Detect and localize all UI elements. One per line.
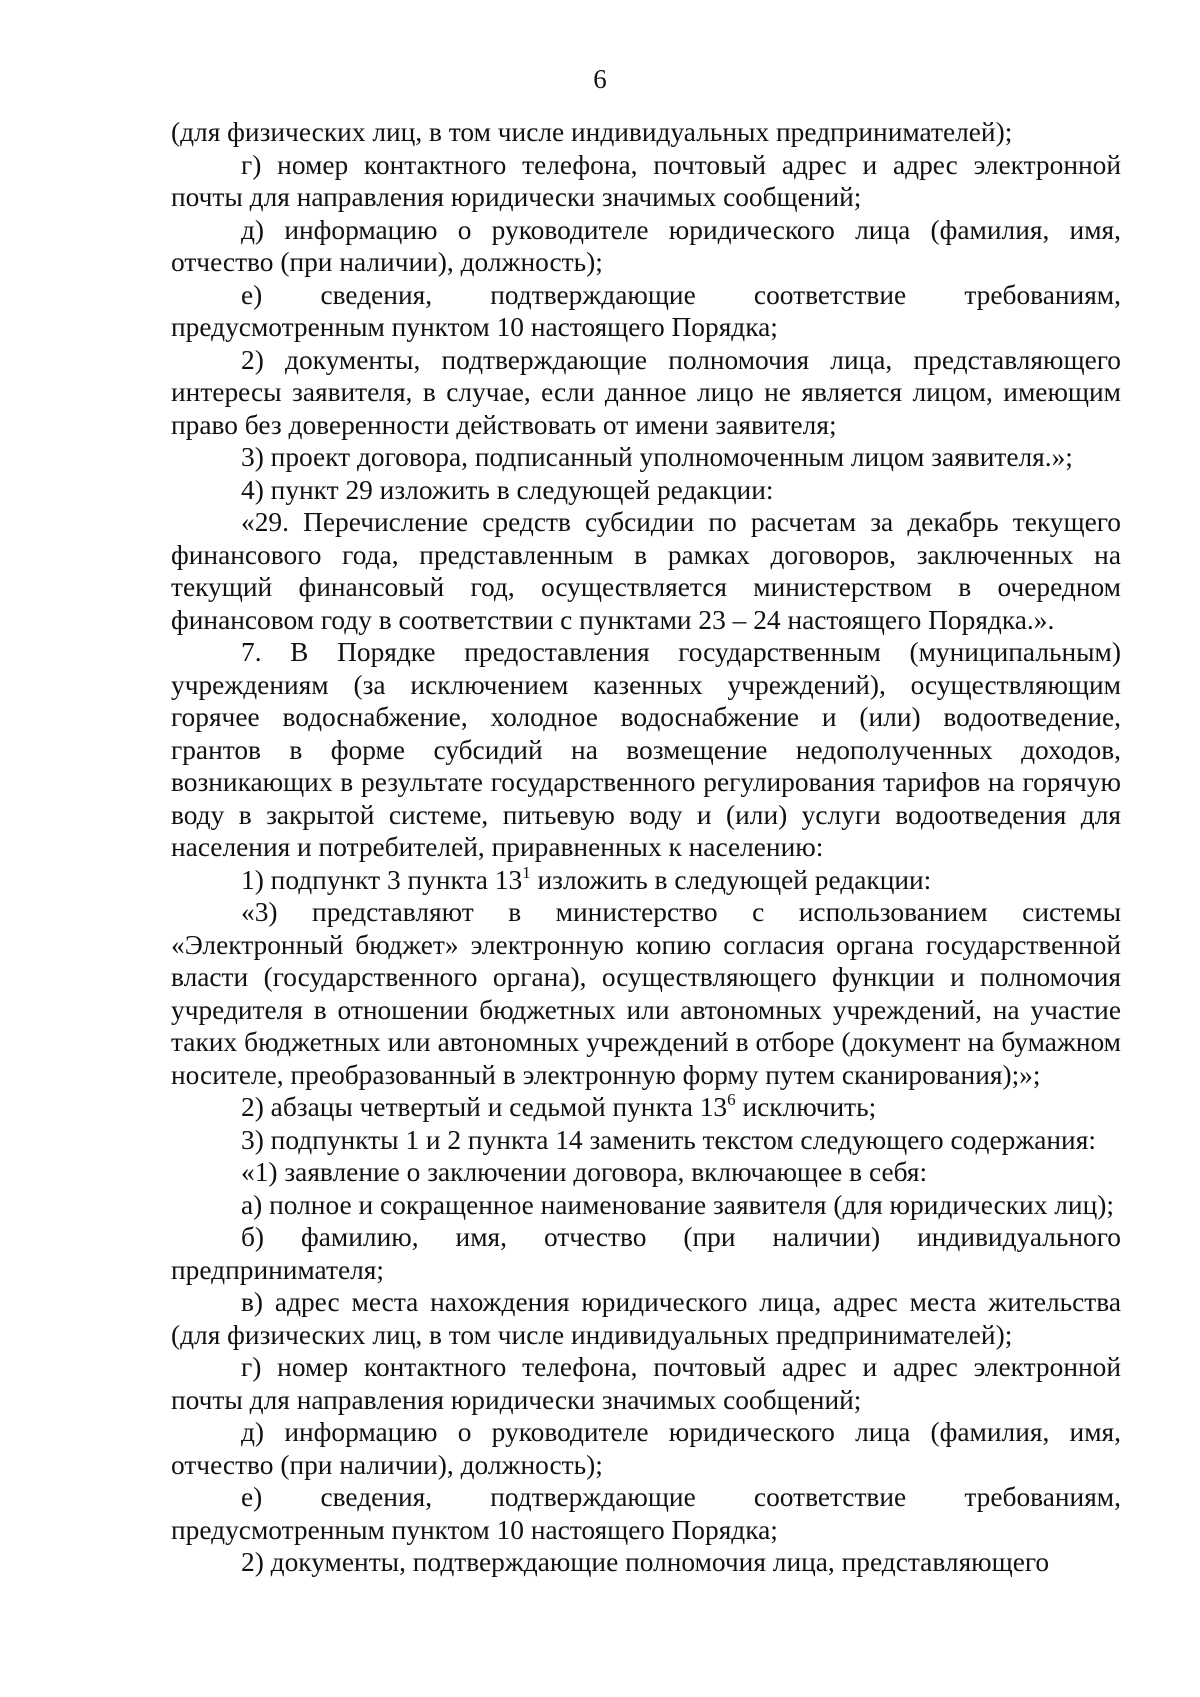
- paragraph: [171, 441, 1121, 474]
- paragraph-text: д) информацию о руководителе юридического лица (фамилия, имя, отчество (при наличии), должность);: [171, 1417, 1121, 1480]
- paragraph: [171, 474, 1121, 507]
- paragraph-text: «3) представляют в министерство с использованием системы «Электронный бюджет» электронную копию согласия органа государственной власти (государственного органа), осуществляющего функции и полномочия учредителя в отношении бюджетных или автономных учреждений, на участие таких бюджетных или автономных учреждений в отборе (документ на бумажном носителе, преобразованный в электронную форму путем сканирования);»;: [171, 897, 1121, 1090]
- paragraph-text: 7. В Порядке предоставления государственным (муниципальным) учреждениям (за исключением казенных учреждений), осуществляющим горячее водоснабжение, холодное водоснабжение и (или) водоотведение, грантов в форме субсидий на возмещение недополученных доходов, возникающих в результате государственного регулирования тарифов на горячую воду в закрытой системе, питьевую воду и (или) услуги водоотведения для населения и потребителей, приравненных к населению:: [171, 637, 1121, 862]
- paragraph-text: «29. Перечисление средств субсидии по расчетам за декабрь текущего финансового года, представленным в рамках договоров, заключенных на текущий финансовый год, осуществляется министерством в очередном финансовом году в соответствии с пунктами 23 – 24 настоящего Порядка.».: [171, 507, 1121, 635]
- paragraph: [171, 1189, 1121, 1222]
- paragraph-text: е) сведения, подтверждающие соответствие требованиям, предусмотренным пунктом 10 настоящего Порядка;: [171, 279, 1121, 342]
- paragraph-text: в) адрес места нахождения юридического лица, адрес места жительства (для физических лиц, в том числе индивидуальных предпринимателей);: [171, 1287, 1121, 1350]
- paragraph-text: б) фамилию, имя, отчество (при наличии) индивидуального предпринимателя;: [171, 1222, 1121, 1285]
- paragraph-text: 3) подпункты 1 и 2 пункта 14 заменить текстом следующего содержания:: [241, 1124, 1096, 1155]
- paragraph: [171, 1351, 1121, 1416]
- paragraph-text: д) информацию о руководителе юридического лица (фамилия, имя, отчество (при наличии), должность);: [171, 214, 1121, 277]
- paragraph-text: 1) подпункт 3 пункта 13: [241, 864, 523, 895]
- paragraph: [171, 214, 1121, 279]
- paragraph: [171, 1091, 1121, 1124]
- paragraph-text: «1) заявление о заключении договора, включающее в себя:: [241, 1157, 928, 1187]
- paragraph-text: (для физических лиц, в том числе индивидуальных предпринимателей);: [171, 117, 1013, 147]
- paragraph-text-tail: изложить в следующей редакции:: [530, 864, 932, 895]
- paragraph-text-tail: исключить;: [735, 1092, 877, 1122]
- paragraph-text: г) номер контактного телефона, почтовый адрес и адрес электронной почты для направления юридически значимых сообщений;: [171, 149, 1121, 212]
- paragraph: [171, 1546, 1121, 1579]
- paragraph: [171, 1124, 1121, 1157]
- paragraph: [171, 636, 1121, 864]
- paragraph: [171, 1416, 1121, 1481]
- paragraph: [171, 1221, 1121, 1286]
- paragraph: [171, 1156, 1121, 1189]
- paragraph: [171, 279, 1121, 344]
- paragraph-text: 3) проект договора, подписанный уполномоченным лицом заявителя.»;: [241, 442, 1073, 472]
- paragraph: [171, 1481, 1121, 1546]
- paragraph: [171, 1286, 1121, 1351]
- superscript-index: 1: [522, 862, 531, 882]
- paragraph: [171, 896, 1121, 1091]
- paragraph-text: 2) документы, подтверждающие полномочия лица, представляющего интересы заявителя, в случае, если данное лицо не является лицом, имеющим право без доверенности действовать от имени заявителя;: [171, 344, 1121, 440]
- superscript-index: 6: [727, 1090, 736, 1109]
- paragraph-text: е) сведения, подтверждающие соответствие требованиям, предусмотренным пунктом 10 настоящего Порядка;: [171, 1482, 1121, 1545]
- paragraph-text: 2) абзацы четвертый и седьмой пункта 13: [241, 1092, 728, 1122]
- document-body: [171, 116, 1121, 1579]
- paragraph: [171, 344, 1121, 442]
- paragraph-text: 2) документы, подтверждающие полномочия лица, представляющего: [241, 1547, 1050, 1577]
- paragraph-text: 4) пункт 29 изложить в следующей редакции:: [241, 474, 774, 505]
- page-number: 6: [593, 64, 607, 94]
- paragraph-text: г) номер контактного телефона, почтовый адрес и адрес электронной почты для направления юридически значимых сообщений;: [171, 1352, 1121, 1415]
- paragraph: [171, 506, 1121, 636]
- paragraph-text: а) полное и сокращенное наименование заявителя (для юридических лиц);: [241, 1189, 1114, 1220]
- paragraph: [171, 116, 1121, 149]
- paragraph: [171, 864, 1121, 897]
- paragraph: [171, 149, 1121, 214]
